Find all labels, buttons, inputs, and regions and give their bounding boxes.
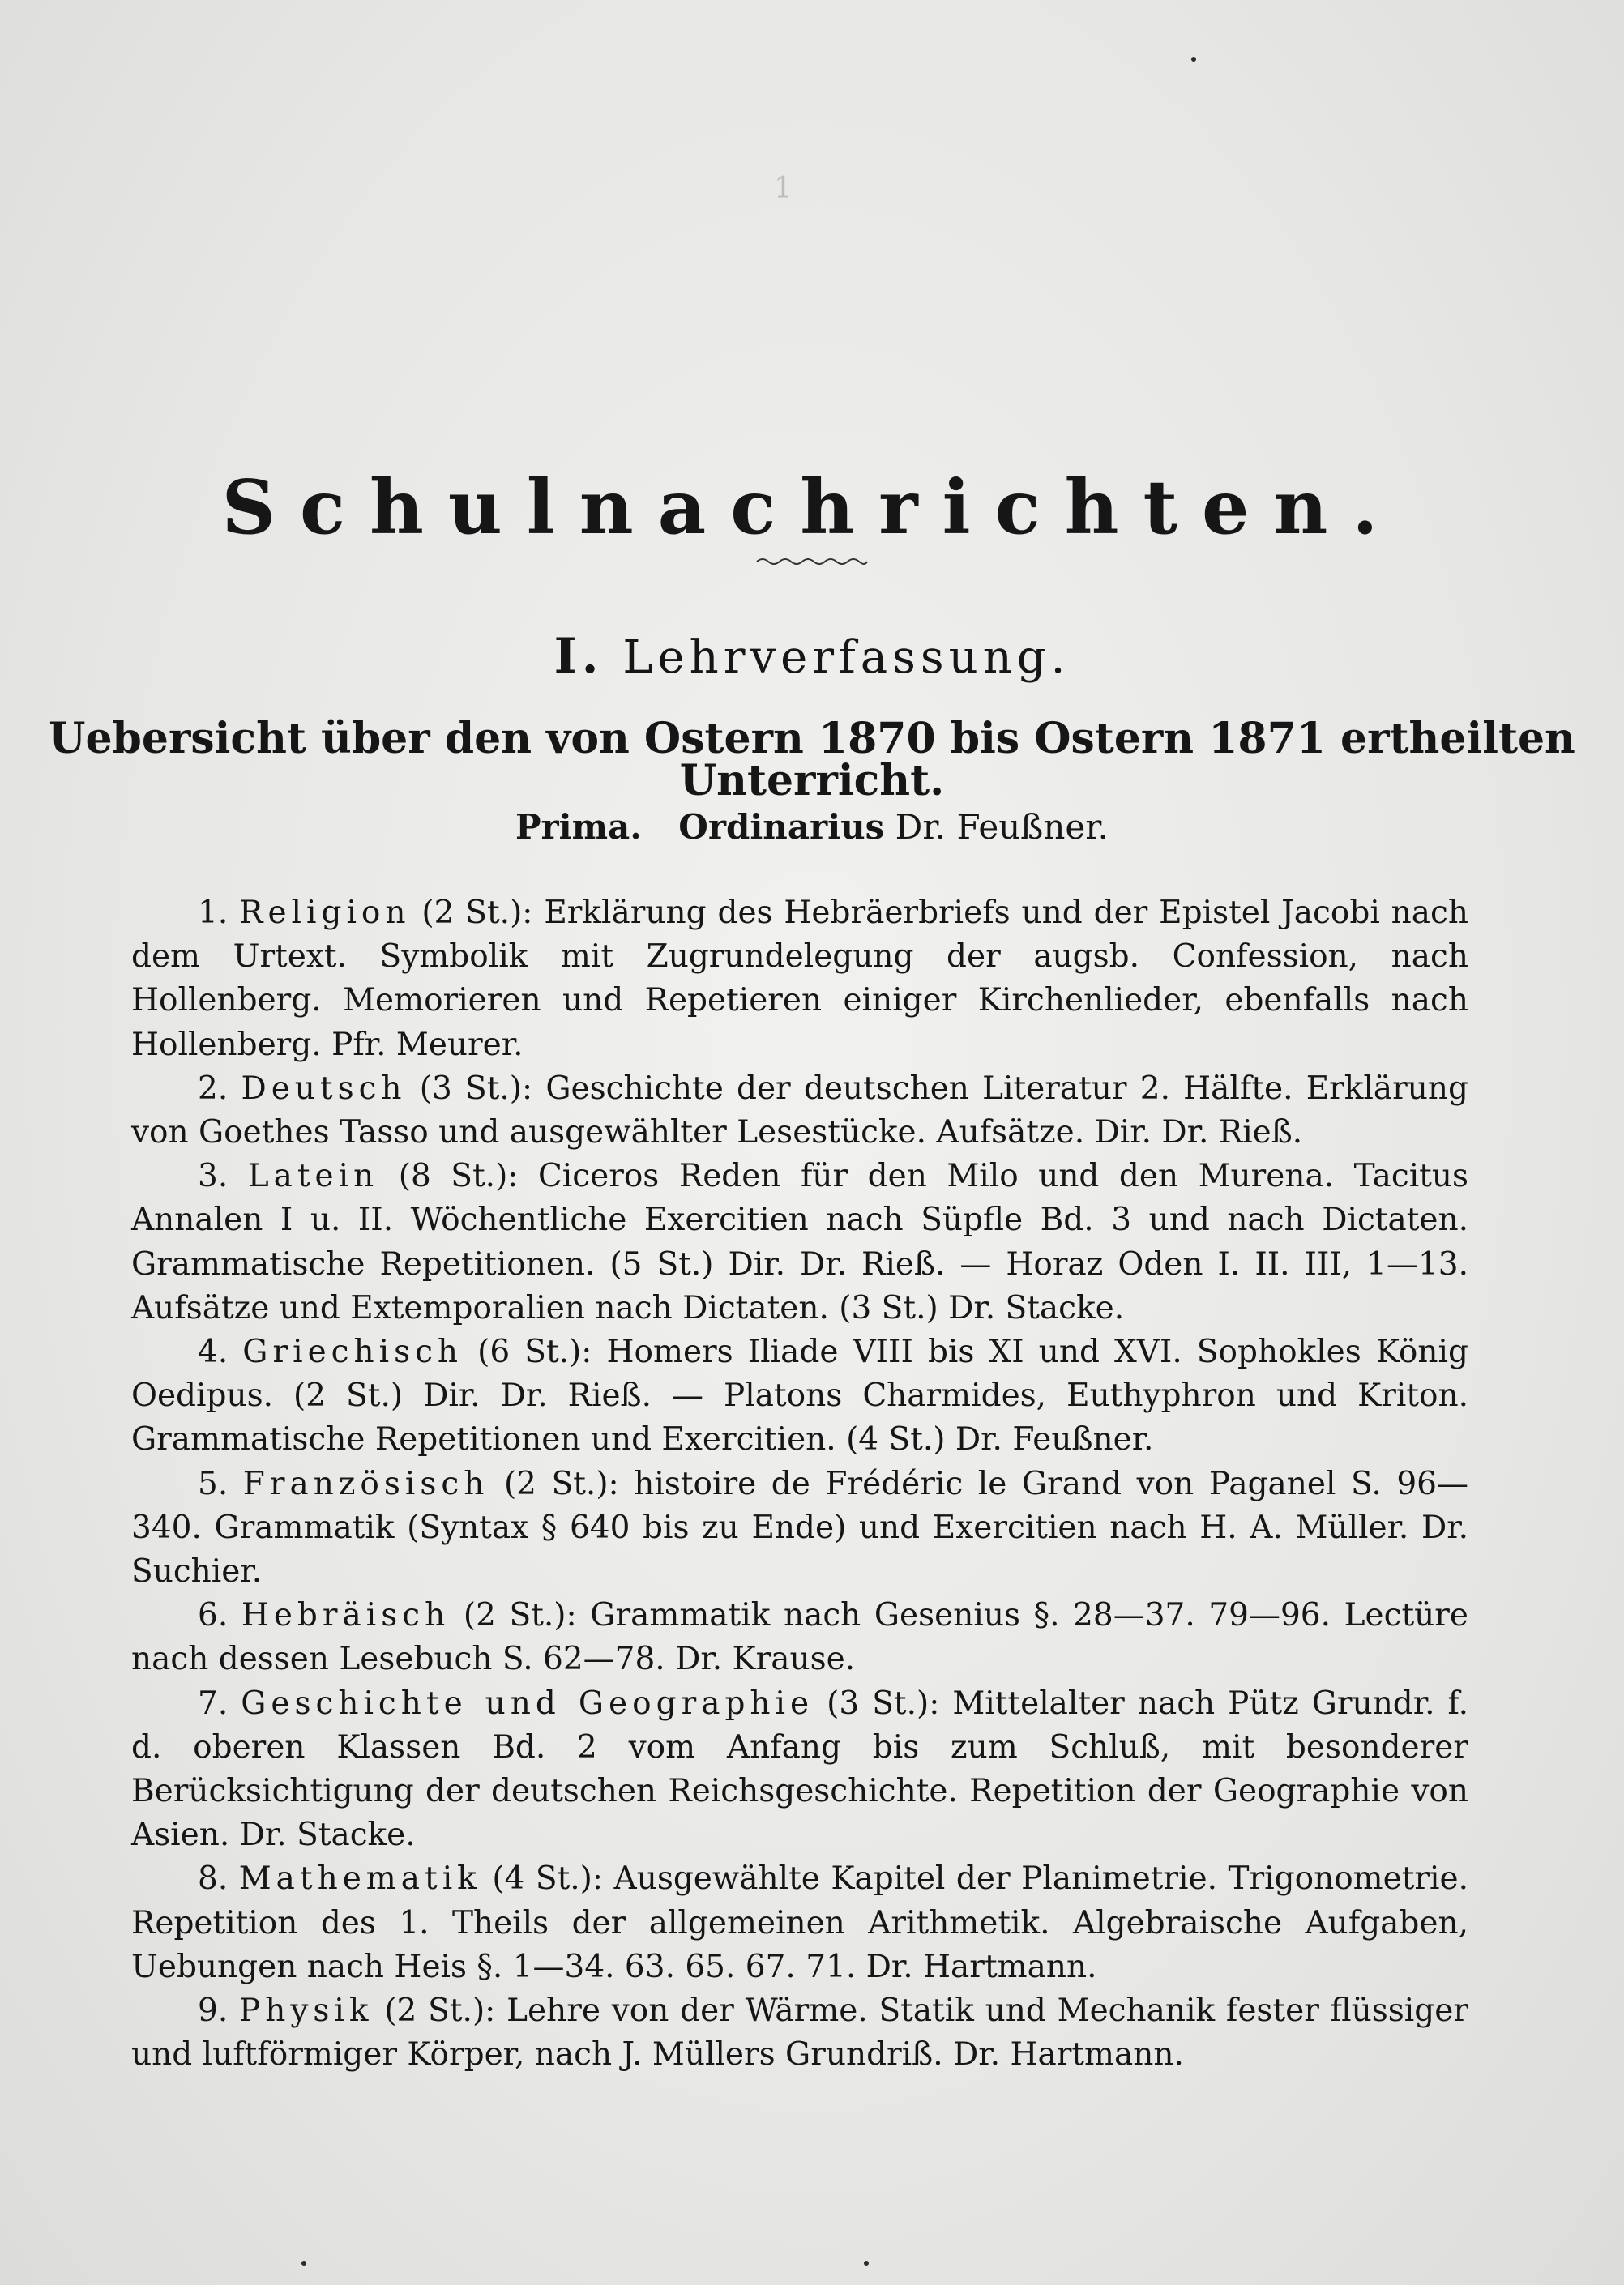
subject-text: histoire de Frédéric le Grand von Paganel S. 96—340. Grammatik (Syntax § 640 bis zu Ende) und Exercitien nach H. A. Müller. Dr. Suchier. xyxy=(131,1465,1468,1591)
ornament-squiggle xyxy=(755,556,869,567)
subject-hours: (3 St.): xyxy=(419,1070,533,1107)
paper-speck xyxy=(1191,57,1196,62)
class-heading xyxy=(0,807,1624,847)
subject-number: 3. xyxy=(198,1158,229,1195)
subject-hours: (6 St.): xyxy=(477,1334,592,1371)
subject-entry xyxy=(131,1067,1468,1155)
paper-speck xyxy=(301,2261,306,2266)
subject-entry xyxy=(131,1155,1468,1330)
class-name: Prima. xyxy=(515,807,642,847)
subject-number: 6. xyxy=(198,1597,229,1634)
subject-text: Ciceros Reden für den Milo und den Murena. Tacitus Annalen I u. II. Wöchentliche Exercitien nach Süpfle Bd. 3 und nach Dictaten. Grammatische Repetitionen. (5 St.) Dir. Dr. Rieß. — Horaz Oden I. II. III, 1—13. Aufsätze und Extemporalien nach Dictaten. (3 St.) Dr. Stacke. xyxy=(131,1158,1468,1326)
subject-number: 8. xyxy=(198,1860,229,1898)
subject-text: Lehre von der Wärme. Statik und Mechanik fester flüssiger und luftförmiger Körper, nach J. Müllers Grundriß. Dr. Hartmann. xyxy=(131,1992,1468,2074)
paper-speck xyxy=(864,2261,869,2266)
subject-number: 7. xyxy=(198,1685,229,1722)
section-heading xyxy=(0,628,1624,685)
subject-name: Mathematik xyxy=(238,1860,481,1898)
subject-entry xyxy=(131,1330,1468,1463)
subject-text: Homers Iliade VIII bis XI und XVI. Sophokles König Oedipus. (2 St.) Dir. Dr. Rieß. — Platons Charmides, Euthyphron und Kriton. Grammatische Repetitionen und Exercitien. (4 St.) Dr. Feußner. xyxy=(131,1334,1468,1459)
subject-number: 4. xyxy=(198,1334,229,1371)
subject-hours: (3 St.): xyxy=(827,1685,940,1722)
subject-name: Religion xyxy=(239,895,411,931)
subject-hours: (2 St.): xyxy=(463,1597,577,1634)
subject-text: Geschichte der deutschen Literatur 2. Hälfte. Erklärung von Goethes Tasso und ausgewählter Lesestücke. Aufsätze. Dir. Dr. Rieß. xyxy=(131,1070,1469,1151)
subject-hours: (2 St.): xyxy=(503,1465,619,1502)
subject-name: Griechisch xyxy=(242,1334,464,1371)
subject-text: Mittelalter nach Pütz Grundr. f. d. oberen Klassen Bd. 2 vom Anfang bis zum Schluß, mit besonderer Berücksichtigung der deutschen Reichsgeschichte. Repetition der Geographie von Asien. Dr. Stacke. xyxy=(131,1685,1468,1854)
subject-number: 2. xyxy=(198,1070,229,1107)
subject-entry xyxy=(131,1682,1468,1858)
ordinarius-name: Dr. Feußner. xyxy=(895,807,1109,847)
subject-list xyxy=(131,891,1468,2077)
section-numeral: I. xyxy=(553,628,604,685)
subject-text: Ausgewählte Kapitel der Planimetrie. Trigonometrie. Repetition des 1. Theils der allgemeinen Arithmetik. Algebraische Aufgaben, Uebungen nach Heis §. 1—34. 63. 65. 67. 71. Dr. Hartmann. xyxy=(131,1860,1468,1985)
subject-hours: (2 St.): xyxy=(421,895,533,931)
subject-entry xyxy=(131,1463,1468,1595)
subject-number: 1. xyxy=(198,895,229,931)
overview-subtitle: Uebersicht über den von Ostern 1870 bis Ostern 1871 ertheilten Unterricht. xyxy=(49,714,1575,805)
ordinarius-label: Ordinarius xyxy=(678,807,885,847)
subject-entry xyxy=(131,1857,1468,1989)
subject-name: Physik xyxy=(239,1992,374,2030)
subject-name: Französisch xyxy=(242,1465,489,1502)
subject-hours: (4 St.): xyxy=(492,1860,604,1898)
subject-entry xyxy=(131,1989,1468,2077)
subject-name: Latein xyxy=(247,1158,379,1195)
subject-hours: (8 St.): xyxy=(398,1158,519,1195)
subject-hours: (2 St.): xyxy=(384,1992,496,2030)
page-number: 1 xyxy=(774,172,797,205)
subject-entry xyxy=(131,891,1468,1067)
subject-number: 5. xyxy=(198,1465,229,1502)
section-title: Lehrverfassung. xyxy=(622,631,1071,684)
subject-text: Erklärung des Hebräerbriefs und der Epistel Jacobi nach dem Urtext. Symbolik mit Zugrundelegung der augsb. Confession, nach Hollenberg. Memorieren und Repetieren einiger Kirchenlieder, ebenfalls nach Hollenberg. Pfr. Meurer. xyxy=(131,895,1469,1063)
subject-number: 9. xyxy=(198,1992,229,2030)
subject-text: Grammatik nach Gesenius §. 28—37. 79—96. Lectüre nach dessen Lesebuch S. 62—78. Dr. Krause. xyxy=(131,1597,1468,1678)
subject-name: Deutsch xyxy=(241,1070,407,1107)
subject-entry xyxy=(131,1594,1468,1681)
page-title: Schulnachrichten. xyxy=(221,463,1403,551)
subject-name: Hebräisch xyxy=(241,1597,451,1634)
subject-name: Geschichte und Geographie xyxy=(241,1685,814,1722)
